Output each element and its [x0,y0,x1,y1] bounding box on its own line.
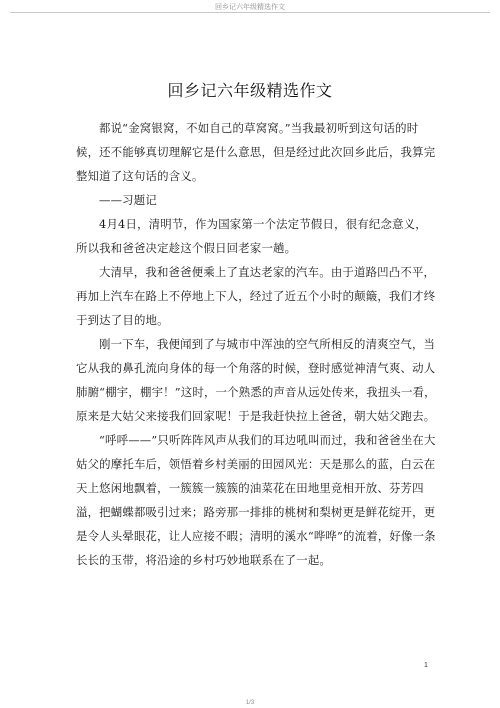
page-footer: 1/3 [245,700,255,706]
paragraph-scenery: “呼呼——”只听阵阵风声从我们的耳边吼叫而过，我和爸爸坐在大姑父的摩托车后，领悟着乡村美丽的田园风光：天是那么的蓝，白云在天上悠闲地飘着，一簇簇一簇簇的油菜花在田地里竞相开放、芬芳四溢，把蝴蝶都吸引过来；路旁那一排排的桃树和梨树更是鲜花绽开，更是令人头晕眼花，让人应接不暇；清明的溪水“哗哗”的流着，好像一条长长的玉带，将沿途的乡村巧妙地联系在了一起。 [76,433,436,567]
paragraph-epigraph: ——习题记 [99,193,157,207]
paragraph-arrival: 刚一下车，我便闻到了与城市中浑浊的空气所相反的清爽空气，当它从我的鼻孔流向身体的每一个角落的时候，登时感觉神清气爽、动人肺腑“棚宇，棚宇！”这时，一个熟悉的声音从远处传来，我扭头一看，原来是大姑父来接我们回家呢！于是我赶快拉上爸爸，朝大姑父跑去。 [76,337,436,423]
paragraph-intro: 都说“金窝银窝，不如自己的草窝窝。”当我最初听到这句话的时候，还不能够真切理解它是什么意思，但是经过此次回乡此后，我算完整知道了这句话的含义。 [76,121,436,183]
page-number: 1 [424,662,428,669]
article-body [76,116,436,572]
header-divider [10,12,490,13]
page-title: 回乡记六年级精选作文 [167,81,333,100]
paragraph-morning: 大清早，我和爸爸便乘上了直达老家的汽车。由于道路凹凸不平，再加上汽车在路上不停地上下人，经过了近五个小时的颠簸，我们才终于到达了目的地。 [76,265,436,327]
paragraph-date: 4月4日，清明节，作为国家第一个法定节假日，很有纪念意义，所以我和爸爸决定趁这个假日回老家一趟。 [76,217,427,255]
running-header: 回乡记六年级精选作文 [215,3,285,11]
